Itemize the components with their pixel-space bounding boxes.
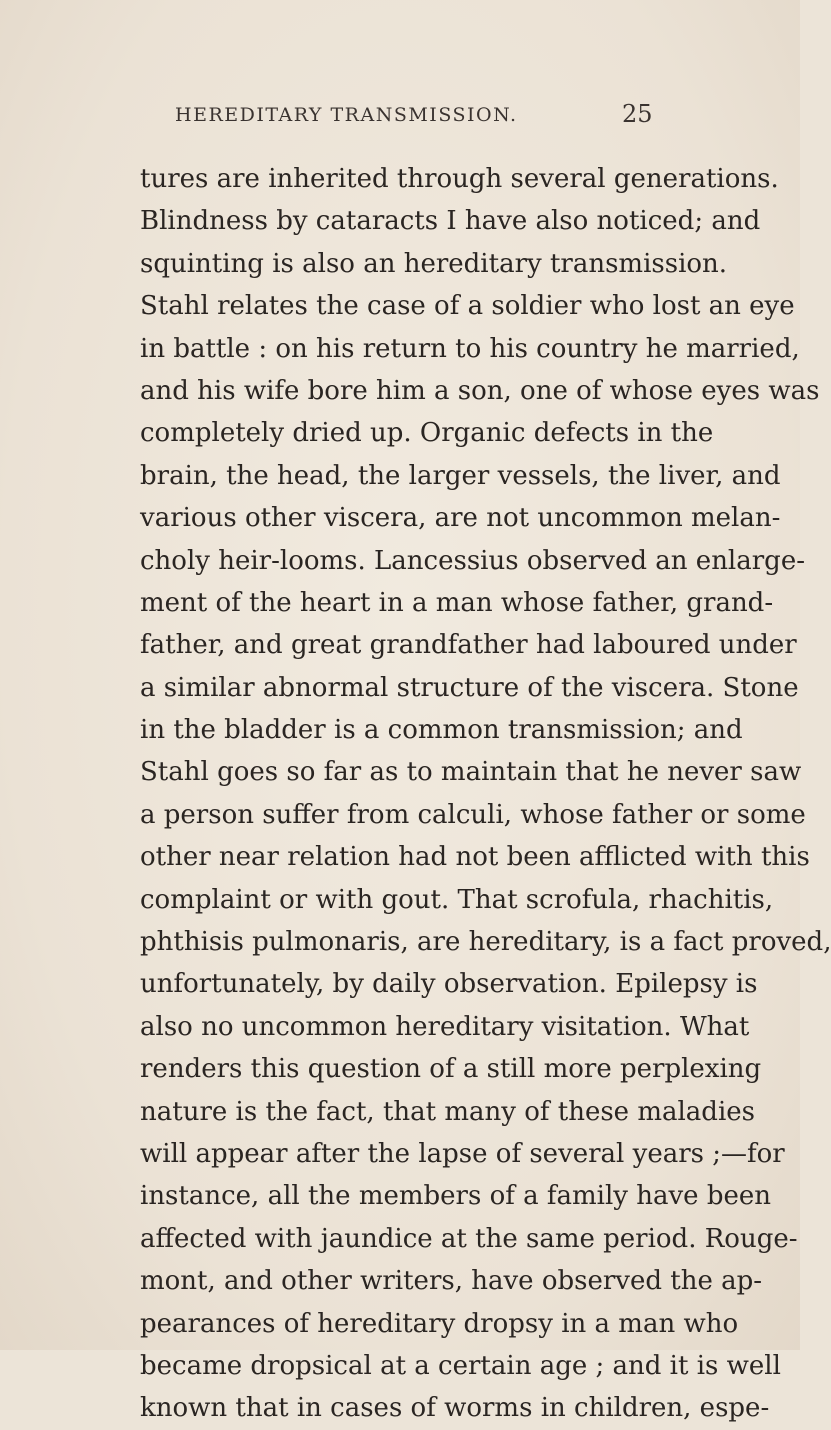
text-line: Stahl relates the case of a soldier who lost an eye	[140, 291, 795, 322]
text-line: became dropsical at a certain age ; and it is well	[140, 1350, 781, 1381]
text-line: other near relation had not been afflicted with this	[140, 842, 810, 873]
text-line: renders this question of a still more perplexing	[140, 1054, 762, 1085]
text-line: a similar abnormal structure of the viscera. Stone	[140, 672, 799, 703]
text-line: instance, all the members of a family have been	[140, 1181, 771, 1212]
text-line: squinting is also an hereditary transmission.	[140, 248, 728, 279]
text-line: and his wife bore him a son, one of whose eyes was	[140, 375, 820, 406]
text-line: affected with jaundice at the same period. Rouge-	[140, 1223, 798, 1254]
text-line: known that in cases of worms in children, espe-	[140, 1393, 770, 1424]
text-line: unfortunately, by daily observation. Epilepsy is	[140, 969, 758, 1000]
page-number: 25	[622, 100, 653, 128]
text-line: will appear after the lapse of several years ;—for	[140, 1138, 785, 1169]
text-line: completely dried up. Organic defects in the	[140, 418, 714, 449]
text-line: mont, and other writers, have observed the ap-	[140, 1266, 763, 1297]
text-line: a person suffer from calculi, whose father or some	[140, 799, 806, 830]
text-line: also no uncommon hereditary visitation. What	[140, 1011, 750, 1042]
text-line: Stahl goes so far as to maintain that he never saw	[140, 757, 802, 788]
text-line: choly heir-looms. Lancessius observed an enlarge-	[140, 545, 805, 576]
text-line: ment of the heart in a man whose father, grand-	[140, 587, 774, 618]
text-line: nature is the fact, that many of these maladies	[140, 1096, 755, 1127]
text-line: pearances of hereditary dropsy in a man who	[140, 1308, 739, 1339]
body-text	[140, 158, 831, 1430]
text-line: complaint or with gout. That scrofula, rhachitis,	[140, 884, 774, 915]
text-line: tures are inherited through several generations.	[140, 164, 779, 194]
text-line: in the bladder is a common transmission; and	[140, 715, 743, 746]
running-head: HEREDITARY TRANSMISSION.	[175, 104, 518, 126]
text-line: in battle : on his return to his country he married,	[140, 333, 800, 364]
text-line: brain, the head, the larger vessels, the liver, and	[140, 460, 781, 491]
text-line: father, and great grandfather had laboured under	[140, 630, 797, 661]
text-line: Blindness by cataracts I have also noticed; and	[140, 206, 761, 237]
text-line: various other viscera, are not uncommon melan-	[140, 503, 781, 534]
text-line: phthisis pulmonaris, are hereditary, is a fact proved,	[140, 927, 831, 958]
